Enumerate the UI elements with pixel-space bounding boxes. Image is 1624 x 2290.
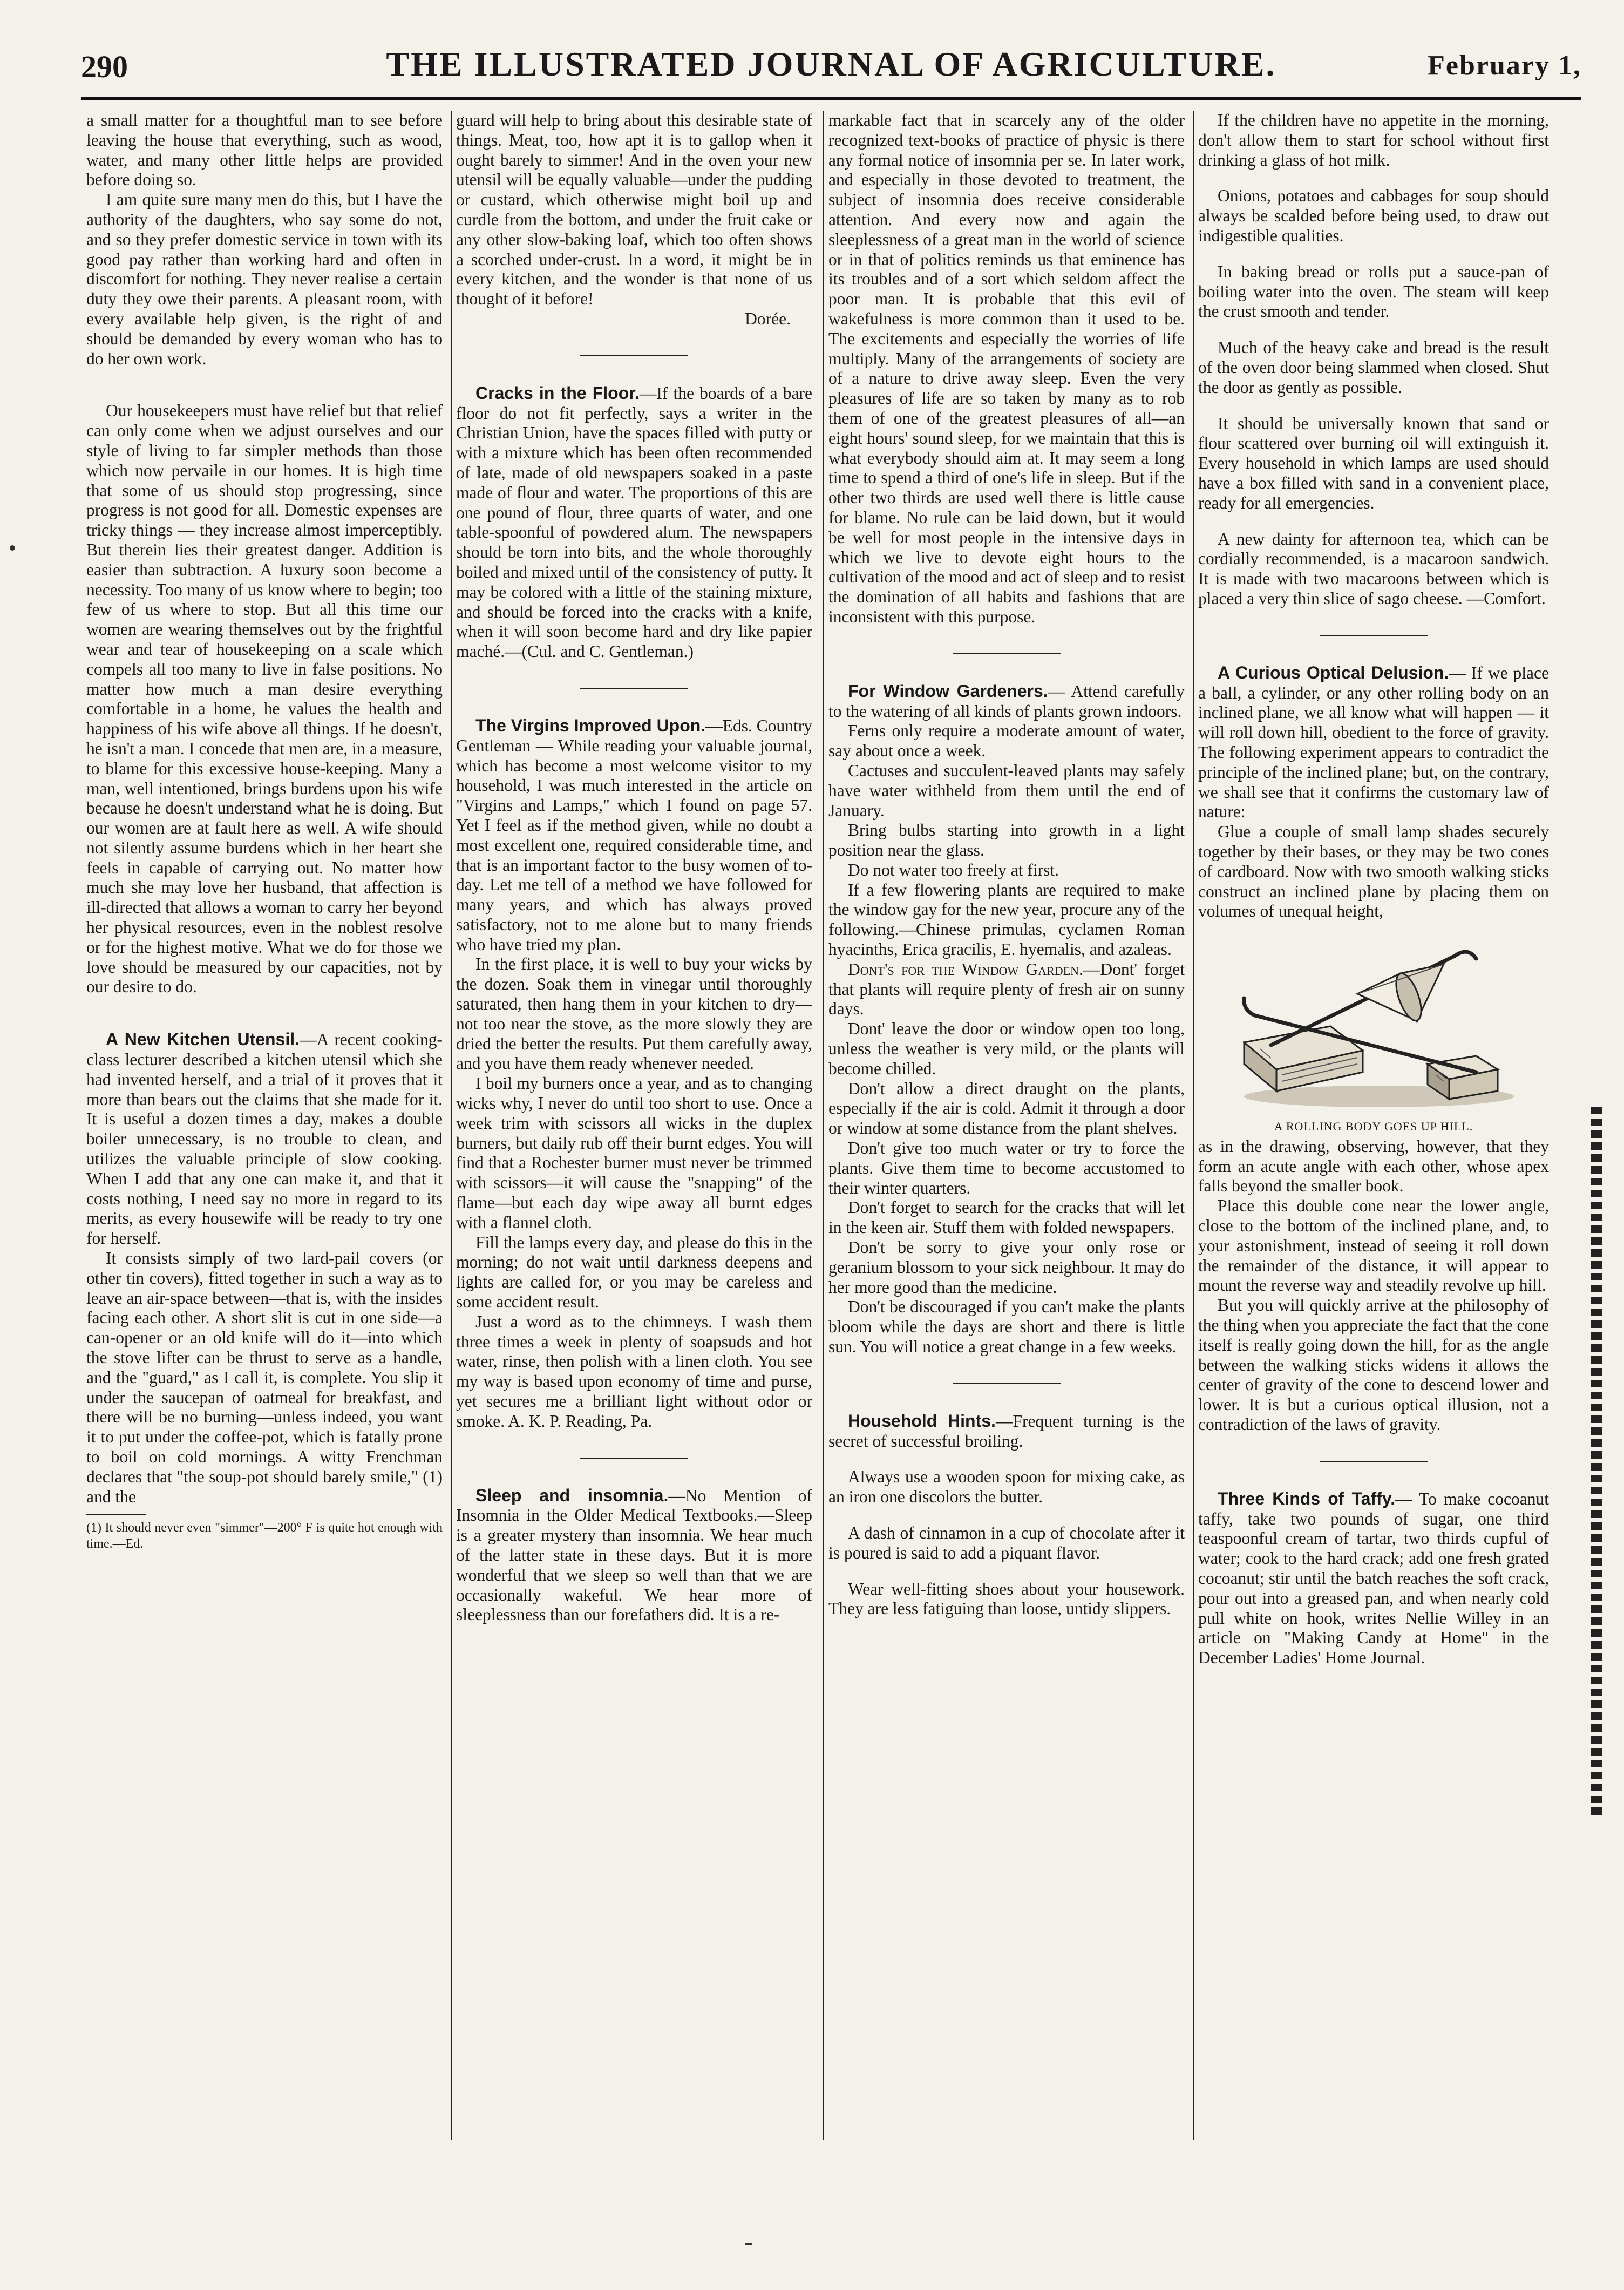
paragraph: In the first place, it is well to buy your wicks by the dozen. Soak them in vinegar until thoroughly saturated, then hang them in your kitchen to dry—not too near the stove, as the more slowly they are dried the better the results. Put them carefully away, and you have them ready whenever needed. — [456, 954, 812, 1073]
paragraph: Our housekeepers must have relief but that relief can only come when we adjust ourselves and our style of living to far simpler methods than those which now pervaile in our homes. It is high time that some of us should stop progressing, since progress is not good for all. Domestic expenses are tricky things — they increase almost imperceptibly. But therein lies their greatest danger. Addition is easier than subtraction. A luxury soon become a necessity. Too many of us know where to begin; too few of us where to stop. But all this time our women are wearing themselves out by the frightful wear and tear of housekeeping on a scale which compels all too many to live in false positions. No matter how much a man desire everything comfortable in a home, he values the health and happiness of his wife above all things. If he doesn't, he isn't a man. I concede that men are, in a measure, to blame for this excessive house-keeping. Many a man, well intentioned, brings burdens upon his wife because he doesn't understand what he is doing. But our women are at fault here as well. A wife should not silently assume burdens which in her heart she feels in capable of carrying out. No matter how much she may love her husband, that affection is ill-directed that allows a woman to carry her beyond her physical resources, even in the noblest resolve or for the highest motive. What we do for those we love should be measured by our capacities, not by our desire to do. — [86, 401, 443, 997]
column-rule — [823, 111, 824, 2140]
paragraph: But you will quickly arrive at the philosophy of the thing when you appreciate the fact that the cone itself is really going down the hill, for as the angle between the walking sticks widens it allows the center of gravity of the cone to descend lower and lower. It is but a curious optical illusion, not a contradiction of the laws of gravity. — [1198, 1296, 1549, 1434]
article-heading: The Virgins Improved Upon. — [475, 715, 706, 735]
signature: Dorée. — [745, 309, 791, 328]
column-rule — [1193, 111, 1194, 2140]
paragraph: —Dont' forget that plants will require plenty of fresh air on sunny days. — [828, 959, 1185, 1019]
paragraph: A dash of cinnamon in a cup of chocolate after it is poured is said to add a piquant flavor. — [828, 1523, 1185, 1562]
paragraph: — Attend carefully to the watering of all kinds of plants grown indoors. — [828, 681, 1185, 721]
article-heading: Household Hints. — [848, 1411, 996, 1431]
paragraph: Don't allow a direct draught on the plants, especially if the air is cold. Admit it through a door or window at some distance from the plant shelves. — [828, 1079, 1185, 1138]
footnote-rule — [86, 1514, 146, 1515]
paragraph: Dont' leave the door or window open too long, unless the weather is very mild, or the plants will become chilled. — [828, 1019, 1185, 1078]
paragraph: Cactuses and succulent-leaved plants may safely have water withheld from them until the end of January. — [828, 761, 1185, 820]
article-heading: For Window Gardeners. — [848, 681, 1048, 701]
paragraph: markable fact that in scarcely any of the older recognized text-books of practice of physic is there any formal notice of insomnia per se. In later work, and especially in those devoted to treatment, the subject of insomnia does receive considerable attention. And every now and again the sleeplessness of a great man in the world of science or in that of politics reminds us that eminence has its troubles and of a sort which seldom affect the poor man. It is probable that this evil of wakefulness is more common than it used to be. The excitements and especially the worries of life multiply. Many of the arrangements of society are of a nature to drive away sleep. Even the very pleasures of life are so taken by many as to rob them of one of the greatest pleasures of all—an eight hours' sound sleep, for we maintain that this is what everybody should aim at. It may seem a long time to spend a third of one's life in sleep. But if the other two thirds are used well there is little cause for blame. No rule can be laid down, but it would be well for most people in the intensive days in which we live to devote eight hours to the cultivation of the mood and act of sleep and to resist the domination of all habits and fashions that are inconsistent with this purpose. — [828, 111, 1185, 626]
column-4 — [1198, 111, 1549, 2243]
paragraph: It consists simply of two lard-pail covers (or other tin covers), fitted together in such a way as to leave an air-space between—that is, with the insides facing each other. A short slit is cut in one side—a can-opener or an old knife will do it—into which the stove lifter can be thrust to serve as a handle, and the "guard," as I call it, is complete. You slip it under the saucepan of oatmeal for breakfast, and there will be no burning—unless indeed, you want it to put under the coffee-pot, which is fatally prone to boil on cold mornings. A witty Frenchman declares that "the soup-pot should barely smile," (1) and the — [86, 1249, 443, 1506]
paragraph: —Eds. Country Gentleman — While reading your valuable journal, which has become a most welcome visitor to my household, I was much interested in the article on "Virgins and Lamps," which I found on page 57. Yet I feel as if the method given, while no doubt a most excellent one, required considerable time, and that is an important factor to the busy women of to-day. Let me tell of a method we have followed for many years, and which has always proved satisfactory, not to me alone but to many friends who have tried my plan. — [456, 716, 812, 954]
paragraph: Bring bulbs starting into growth in a light position near the glass. — [828, 821, 1185, 860]
paragraph: If a few flowering plants are required to make the window gay for the new year, procure any of the following.—Chinese primulas, cyclamen Roman hyacinths, Erica gracilis, E. hyemalis, and azaleas. — [828, 880, 1185, 959]
paragraph: Ferns only require a moderate amount of water, say about once a week. — [828, 721, 1185, 761]
article-heading: A Curious Optical Delusion. — [1218, 662, 1449, 682]
paragraph: — To make cocoanut taffy, take two pounds of sugar, one third teaspoonful cream of tartar, two thirds cupful of water; cook to the hard crack; add one fresh grated cocoanut; stir until the batch reaches the soft crack, pour out into a greased pan, and when nearly cold pull white on hook, writes Nellie Willey in an article on "Making Candy at Home" in the December Ladies' Home Journal. — [1198, 1489, 1549, 1668]
ink-speck — [10, 545, 15, 551]
paragraph: A new dainty for afternoon tea, which can be cordially recommended, is a macaroon sandwich. It is made with two macaroons between which is placed a very thin slice of sago cheese. —Comfort. — [1198, 529, 1549, 608]
separator-rule — [953, 1383, 1061, 1384]
paragraph: a small matter for a thoughtful man to see before leaving the house that everything, such as wood, water, and many other little helps are provided before doing so. — [86, 111, 443, 189]
paragraph: Place this double cone near the lower angle, close to the bottom of the inclined plane, and, to your astonishment, instead of seeing it roll down the remainder of the distance, it will appear to mount the reverse way and steadily revolve up hill. — [1198, 1196, 1549, 1295]
journal-title: THE ILLUSTRATED JOURNAL OF AGRICULTURE. — [386, 45, 1276, 83]
paragraph: In baking bread or rolls put a sauce-pan of boiling water into the oven. The steam will keep the crust smooth and tender. — [1198, 262, 1549, 321]
column-3 — [828, 111, 1185, 2243]
paragraph: Always use a wooden spoon for mixing cake, as an iron one discolors the butter. — [828, 1467, 1185, 1507]
article-heading: Sleep and insomnia. — [475, 1485, 669, 1505]
paragraph: —Frequent turning is the secret of successful broiling. — [828, 1411, 1185, 1451]
paragraph: Fill the lamps every day, and please do this in the morning; do not wait until darkness deepens and lights are called for, or you may be careless and some accident result. — [456, 1232, 812, 1312]
paragraph: Don't forget to search for the cracks that will let in the keen air. Stuff them with folded newspapers. — [828, 1198, 1185, 1237]
paragraph: Just a word as to the chimneys. I wash them three times a week in plenty of soapsuds and hot water, rinse, then polish with a linen cloth. You see my way is based upon economy of time and purse, yet secures me a brilliant light without odor or smoke. A. K. P. Reading, Pa. — [456, 1312, 812, 1431]
paragraph: Much of the heavy cake and bread is the result of the oven door being slammed when closed. Shut the door as gently as possible. — [1198, 338, 1549, 397]
paragraph: Onions, potatoes and cabbages for soup should always be scalded before being used, to draw out indigestible qualities. — [1198, 186, 1549, 245]
paragraph: Do not water too freely at first. — [848, 860, 1059, 879]
article-heading: Three Kinds of Taffy. — [1218, 1488, 1396, 1508]
paragraph: I boil my burners once a year, and as to changing wicks why, I never do until too short to use. Once a week trim with scissors all wicks in the duplex burners, but daily rub off their burnt edges. You will find that a Rochester burner must never be trimmed with scissors—it will cause the "snapping" of the flame—but each day wipe away all burnt edges with a flannel cloth. — [456, 1074, 812, 1232]
paragraph: —No Mention of Insomnia in the Older Medical Textbooks.—Sleep is a greater mystery than insomnia. We hear much of the latter state in these days. But it is more wonderful that we sleep so well than that we are occasionally wakeful. We hear more of sleeplessness than our forefathers did. It is a re- — [456, 1486, 812, 1624]
header-rule — [81, 97, 1581, 100]
separator-rule — [1320, 1461, 1428, 1462]
separator-rule — [580, 355, 688, 356]
issue-date: February 1, — [1428, 50, 1581, 81]
column-2 — [456, 111, 812, 2243]
page-number: 290 — [81, 49, 128, 84]
page-edge-marks — [1591, 1107, 1602, 1819]
paragraph: Glue a couple of small lamp shades securely together by their bases, or they may be two cones of cardboard. Now with two smooth walking sticks construct an inclined plane by placing them on volumes of unequal height, — [1198, 822, 1549, 921]
separator-rule — [1320, 635, 1428, 636]
paragraph: It should be universally known that sand or flour scattered over burning oil will extinguish it. Every household in which lamps are used should have a box filled with sand in a convenient place, ready for all emergencies. — [1198, 414, 1549, 512]
paragraph: If the children have no appetite in the morning, don't allow them to start for school without first drinking a glass of hot milk. — [1198, 111, 1549, 170]
paragraph: Wear well-fitting shoes about your housework. They are less fatiguing than loose, untidy slippers. — [828, 1579, 1185, 1618]
separator-rule — [953, 653, 1061, 654]
separator-rule — [580, 1458, 688, 1459]
column-rule — [451, 111, 452, 2140]
article-heading: A New Kitchen Utensil. — [106, 1029, 300, 1049]
article-heading: Cracks in the Floor. — [475, 383, 640, 403]
paragraph: as in the drawing, observing, however, that they form an acute angle with each other, whose apex falls beyond the smaller book. — [1198, 1136, 1549, 1196]
figure-caption: A ROLLING BODY GOES UP HILL. — [1274, 1120, 1473, 1134]
rolling-cone-illustration — [1222, 934, 1525, 1113]
column-1 — [86, 111, 443, 2243]
paragraph: — If we place a ball, a cylinder, or any other rolling body on an inclined plane, we all know what will happen — it will roll down hill, obedient to the force of gravity. The following experiment appears to contradict the principle of the inclined plane; but, on the contrary, we shall see that it confirms the customary law of nature: — [1198, 663, 1549, 822]
separator-rule — [580, 688, 688, 689]
paragraph: guard will help to bring about this desirable state of things. Meat, too, how apt it is to gallop when it ought barely to simmer! And in the oven your new utensil will be equally valuable—under the pudding or custard, which otherwise might boil up and curdle from the bottom, and under the fruit cake or any other slow-baking loaf, which too often shows a scorched under-crust. In a word, it might be in every kitchen, and the wonder is that none of us thought of it before! — [456, 111, 812, 309]
paragraph: I am quite sure many men do this, but I have the authority of the daughters, who say some do not, and so they prefer domestic service in town with its good pay rather than working hard and often in discomfort for nothing. They never realise a certain duty they owe their parents. A pleasant room, with every available help given, is the right of and should be demanded by every woman who has to do her own work. — [86, 190, 443, 368]
paragraph: —A recent cooking-class lecturer described a kitchen utensil which she had invented herself, and a trial of it proves that it more than bears out the claims that she made for it. It is useful a dozen times a day, makes a double boiler unnecessary, is no trouble to clean, and utilizes the valuable principle of slow cooking. When I add that any one can make it, and that it costs nothing, I need say no more in regard to its merits, as every housewife will be ready to try one for herself. — [86, 1030, 443, 1248]
ink-speck — [745, 2243, 752, 2245]
page-header — [81, 44, 1581, 93]
subheading: Dont's for the Window Garden. — [848, 959, 1083, 979]
paragraph: Don't be discouraged if you can't make the plants bloom while the days are short and there is little sun. You will notice a great change in a few weeks. — [828, 1297, 1185, 1357]
paragraph: —If the boards of a bare floor do not fit perfectly, says a writer in the Christian Union, have the spaces filled with putty or with a mixture which has been often recommended of late, made of old newspapers soaked in a paste made of flour and water. The proportions of this are one pound of flour, three quarts of water, and one table-spoonful of powdered alum. The newspapers should be torn into bits, and the whole thoroughly boiled and mixed until of the consistency of putty. It may be colored with a little of the staining mixture, and should be forced into the cracks with a knife, when it will soon become hard and dry like papier maché.—(Cul. and C. Gentleman.) — [456, 383, 812, 661]
paragraph: Don't give too much water or try to force the plants. Give them time to become accustomed to their winter quarters. — [828, 1139, 1185, 1197]
paragraph: Don't be sorry to give your only rose or geranium blossom to your sick neighbour. It may do her more good than the medicine. — [828, 1238, 1185, 1297]
footnote: (1) It should never even "simmer"—200° F is quite hot enough with time.—Ed. — [86, 1521, 443, 1551]
